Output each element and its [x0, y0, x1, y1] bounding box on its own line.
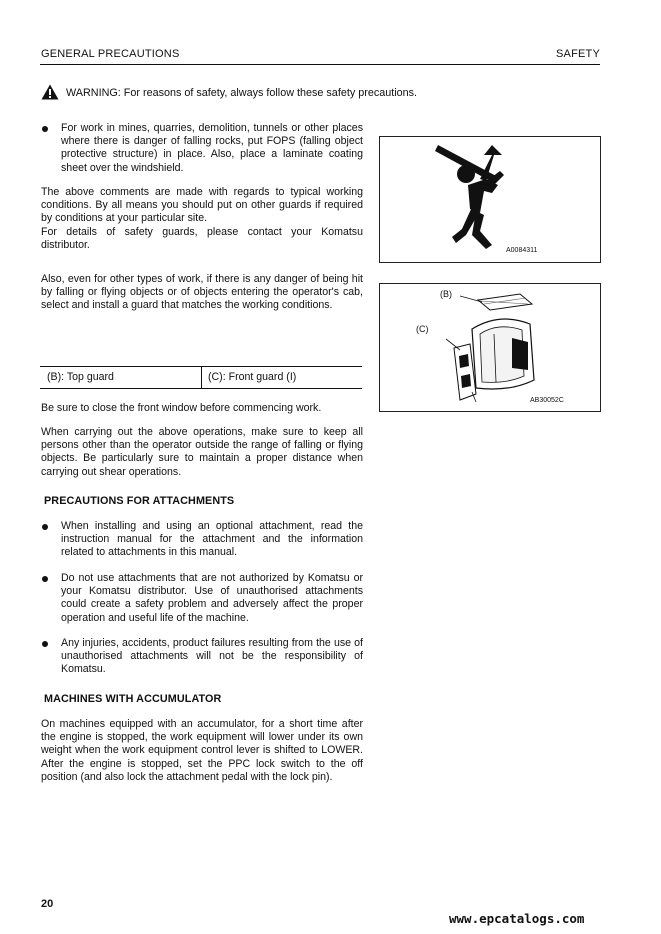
- bullet-dot: [42, 524, 48, 530]
- attachment-bullet-3: Any injuries, accidents, product failures resulting from the use of unauthorised attachments will not be the responsibility of Komatsu.: [61, 637, 363, 676]
- table-divider: [201, 366, 202, 389]
- figure-cab-guards: [379, 283, 601, 412]
- bullet-dot: [42, 126, 48, 132]
- accumulator-heading: MACHINES WITH ACCUMULATOR: [44, 693, 222, 705]
- warning-text: WARNING: For reasons of safety, always follow these safety precautions.: [66, 87, 418, 99]
- details-paragraph: For details of safety guards, please contact your Komatsu distributor.: [41, 226, 363, 252]
- page-number: 20: [41, 898, 54, 910]
- attachment-bullet-2: Do not use attachments that are not authorized by Komatsu or your Komatsu distributor. Use of unauthorised attachments could create a safety problem and adversely affect the proper operation and useful life of the machine.: [61, 572, 363, 624]
- front-window-paragraph: Be sure to close the front window before commencing work.: [41, 402, 322, 414]
- guards-paragraph: The above comments are made with regards to typical working conditions. By all means you should put on other guards if required by conditions at your particular site.: [41, 186, 363, 225]
- figure-code: AB30052C: [530, 397, 564, 404]
- fops-paragraph: For work in mines, quarries, demolition, tunnels or other places where there is danger of falling rocks, put FOPS (falling object protective structure) in place. Also, place a laminate coating sheet over the windshield.: [61, 122, 363, 174]
- label-b: (B): [440, 289, 452, 299]
- top-guard-label: (B): Top guard: [47, 371, 114, 383]
- attachment-bullet-1: When installing and using an optional attachment, read the instruction manual for the attachment and the information related to attachments in this manual.: [61, 520, 363, 559]
- figure-falling-objects: [379, 136, 601, 263]
- falling-objects-paragraph: Also, even for other types of work, if there is any danger of being hit by falling or flying objects or of objects entering the operator's cab, select and install a guard that matches the working conditions.: [41, 273, 363, 312]
- header-section-title: GENERAL PRECAUTIONS: [41, 48, 180, 60]
- bullet-dot: [42, 576, 48, 582]
- front-guard-label: (C): Front guard (I): [208, 371, 297, 383]
- keep-persons-paragraph: When carrying out the above operations, make sure to keep all persons other than the operator outside the range of falling or flying objects. Be particularly sure to maintain a proper distance when carrying out shear operations.: [41, 426, 363, 478]
- figure-code: A0084311: [506, 247, 538, 254]
- falling-person-warning-icon: [380, 137, 600, 262]
- warning-triangle-icon: [41, 84, 59, 100]
- label-c: (C): [416, 324, 429, 334]
- bullet-dot: [42, 641, 48, 647]
- footer-url-watermark: www.epcatalogs.com: [449, 911, 585, 926]
- header-rule: [40, 64, 600, 65]
- accumulator-paragraph: On machines equipped with an accumulator, for a short time after the engine is stopped, the work equipment will lower under its own weight when the work equipment control lever is shifted to LOWER. After the engine is stopped, set the PPC lock switch to the off position (and also lock the attachment pedal with the lock pin).: [41, 718, 363, 783]
- cab-guard-diagram: [380, 284, 600, 411]
- header-chapter-title: SAFETY: [556, 48, 600, 60]
- attachments-heading: PRECAUTIONS FOR ATTACHMENTS: [44, 495, 235, 507]
